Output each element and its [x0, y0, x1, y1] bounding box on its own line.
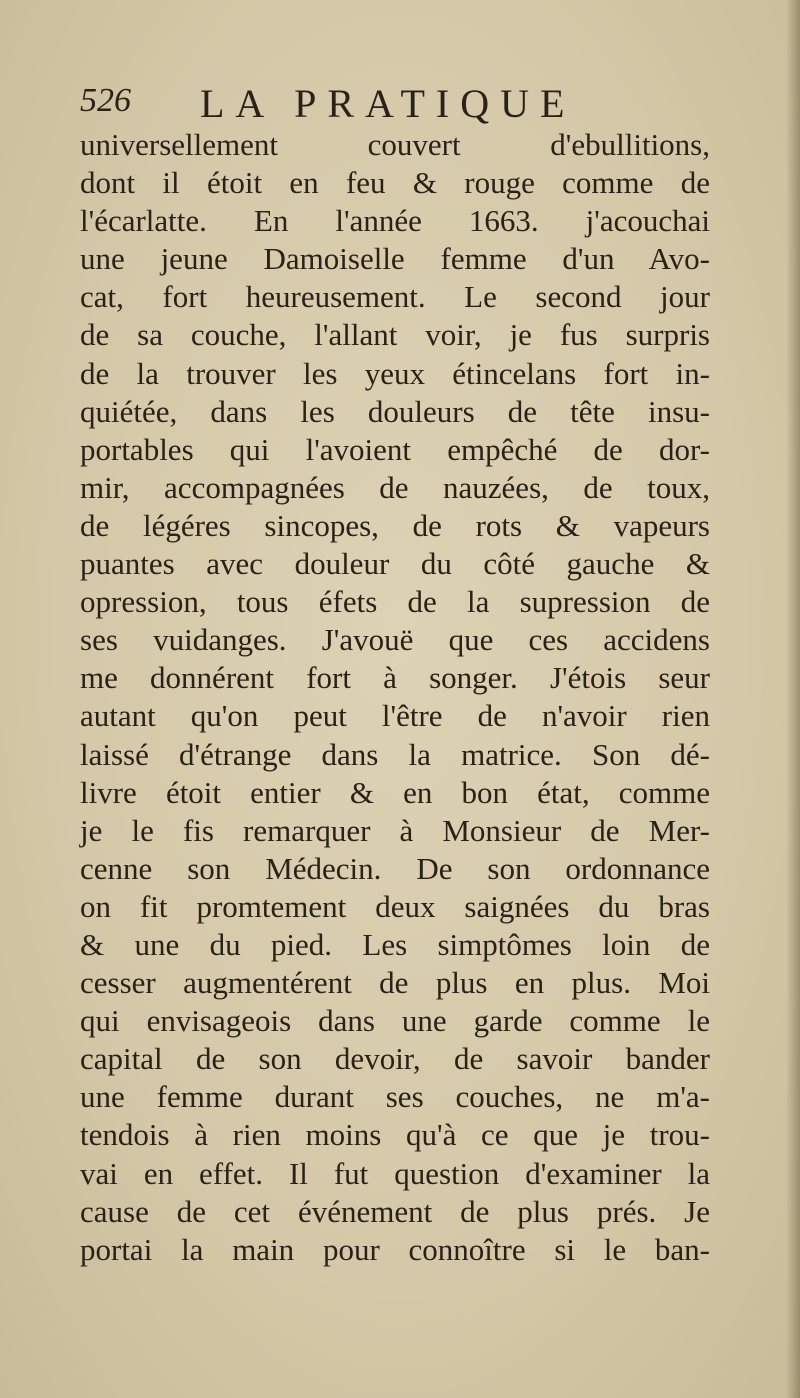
running-title: LA PRATIQUE: [200, 81, 576, 126]
text-line: cesser augmentérent de plus en plus. Moi: [80, 965, 710, 1001]
text-line: tendois à rien moins qu'à ce que je trou-: [80, 1117, 710, 1153]
text-line: vai en effet. Il fut question d'examiner la: [80, 1155, 710, 1191]
text-line: & une du pied. Les simptômes loin de: [80, 926, 710, 962]
text-line: portai la main pour connoître si le ban-: [80, 1231, 710, 1267]
text-line: universellement couvert d'ebullitions,: [80, 127, 710, 162]
text-line: laissé d'étrange dans la matrice. Son dé-: [80, 736, 710, 772]
text-line: l'écarlatte. En l'année 1663. j'acouchai: [80, 203, 710, 239]
text-line: cause de cet événement de plus prés. Je: [80, 1193, 710, 1229]
text-line: on fit promtement deux saignées du bras: [80, 888, 710, 924]
text-line: quiétée, dans les douleurs de tête insu-: [80, 393, 710, 429]
text-line: livre étoit entier & en bon état, comme: [80, 774, 710, 810]
text-line: cat, fort heureusement. Le second jour: [80, 279, 710, 315]
text-line: portables qui l'avoient empêché de dor-: [80, 431, 710, 467]
text-line: puantes avec douleur du côté gauche &: [80, 546, 710, 582]
text-line: je le fis remarquer à Monsieur de Mer-: [80, 812, 710, 848]
text-line: dont il étoit en feu & rouge comme de: [80, 165, 710, 201]
text-line: une jeune Damoiselle femme d'un Avo-: [80, 241, 710, 277]
text-line: me donnérent fort à songer. J'étois seur: [80, 660, 710, 696]
text-line: cenne son Médecin. De son ordonnance: [80, 850, 710, 886]
text-line: opression, tous éfets de la supression de: [80, 584, 710, 620]
text-line: mir, accompagnées de nauzées, de toux,: [80, 469, 710, 505]
text-line: de légéres sincopes, de rots & vapeurs: [80, 507, 710, 543]
text-line: de la trouver les yeux étincelans fort in-: [80, 355, 710, 391]
page-number: 526: [80, 82, 131, 119]
body-text: [80, 126, 710, 1269]
text-line: de sa couche, l'allant voir, je fus surpris: [80, 317, 710, 353]
text-line: qui envisageois dans une garde comme le: [80, 1003, 710, 1039]
running-head: [80, 80, 720, 126]
text-line: une femme durant ses couches, ne m'a-: [80, 1079, 710, 1115]
text-line: ses vuidanges. J'avouë que ces accidens: [80, 622, 710, 658]
text-line: capital de son devoir, de savoir bander: [80, 1041, 710, 1077]
text-line: autant qu'on peut l'être de n'avoir rien: [80, 698, 710, 734]
page-edge-shadow: [786, 0, 800, 1398]
